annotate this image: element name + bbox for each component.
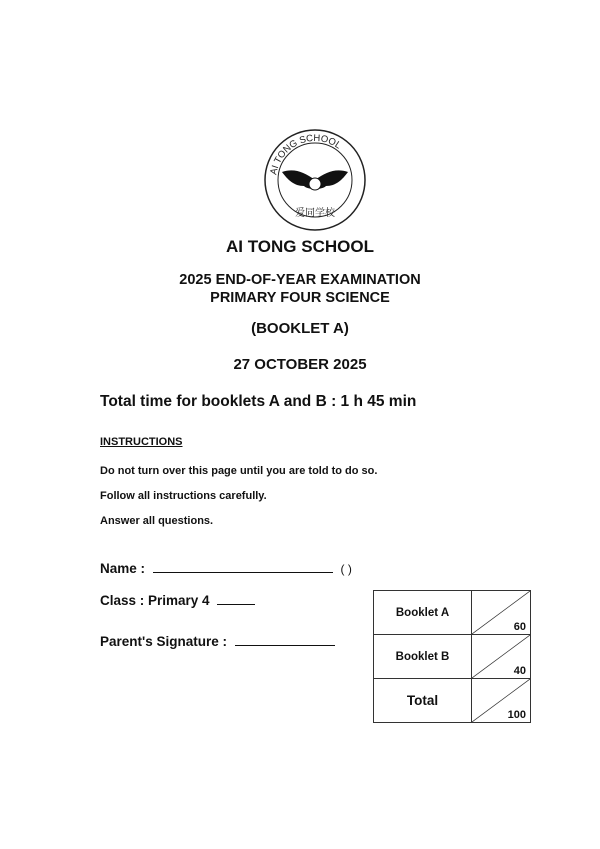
- instructions-heading: INSTRUCTIONS: [100, 436, 183, 448]
- class-label: Class : Primary 4: [100, 593, 210, 608]
- exam-title: [0, 271, 600, 307]
- name-label: Name :: [100, 561, 146, 576]
- score-label: Total: [374, 679, 472, 723]
- name-input-line[interactable]: [153, 572, 333, 573]
- class-field: [100, 593, 255, 608]
- score-cell: [472, 635, 531, 679]
- table-row: [374, 591, 531, 635]
- register-number-paren: ( ): [340, 562, 352, 576]
- logo-chinese-text: 爱同学校: [295, 208, 335, 219]
- logo-ring-text: AI TONG SCHOOL: [268, 132, 344, 176]
- total-time: Total time for booklets A and B : 1 h 45 min: [100, 393, 417, 410]
- signature-field: [100, 634, 335, 649]
- exam-title-line1: 2025 END-OF-YEAR EXAMINATION: [179, 272, 421, 288]
- class-input-line[interactable]: [217, 604, 255, 605]
- score-max: 100: [507, 709, 526, 721]
- instruction-item: Do not turn over this page until you are told to do so.: [100, 465, 378, 477]
- signature-label: Parent's Signature :: [100, 634, 227, 649]
- score-max: 40: [513, 665, 526, 677]
- table-row: [374, 635, 531, 679]
- table-row: [374, 679, 531, 723]
- booklet-label: (BOOKLET A): [251, 320, 349, 337]
- signature-input-line[interactable]: [235, 645, 335, 646]
- school-logo: [262, 128, 368, 232]
- score-label: Booklet B: [374, 635, 472, 679]
- exam-title-line2: PRIMARY FOUR SCIENCE: [210, 290, 390, 306]
- exam-date: 27 OCTOBER 2025: [233, 356, 367, 373]
- score-label: Booklet A: [374, 591, 472, 635]
- school-name: AI TONG SCHOOL: [226, 237, 374, 256]
- score-cell: [472, 591, 531, 635]
- instruction-item: Follow all instructions carefully.: [100, 490, 267, 502]
- name-field: [100, 561, 352, 576]
- score-cell: [472, 679, 531, 723]
- score-table: [373, 590, 531, 723]
- score-max: 60: [513, 621, 526, 633]
- svg-text:AI TONG SCHOOL: [268, 133, 343, 176]
- instruction-item: Answer all questions.: [100, 515, 214, 527]
